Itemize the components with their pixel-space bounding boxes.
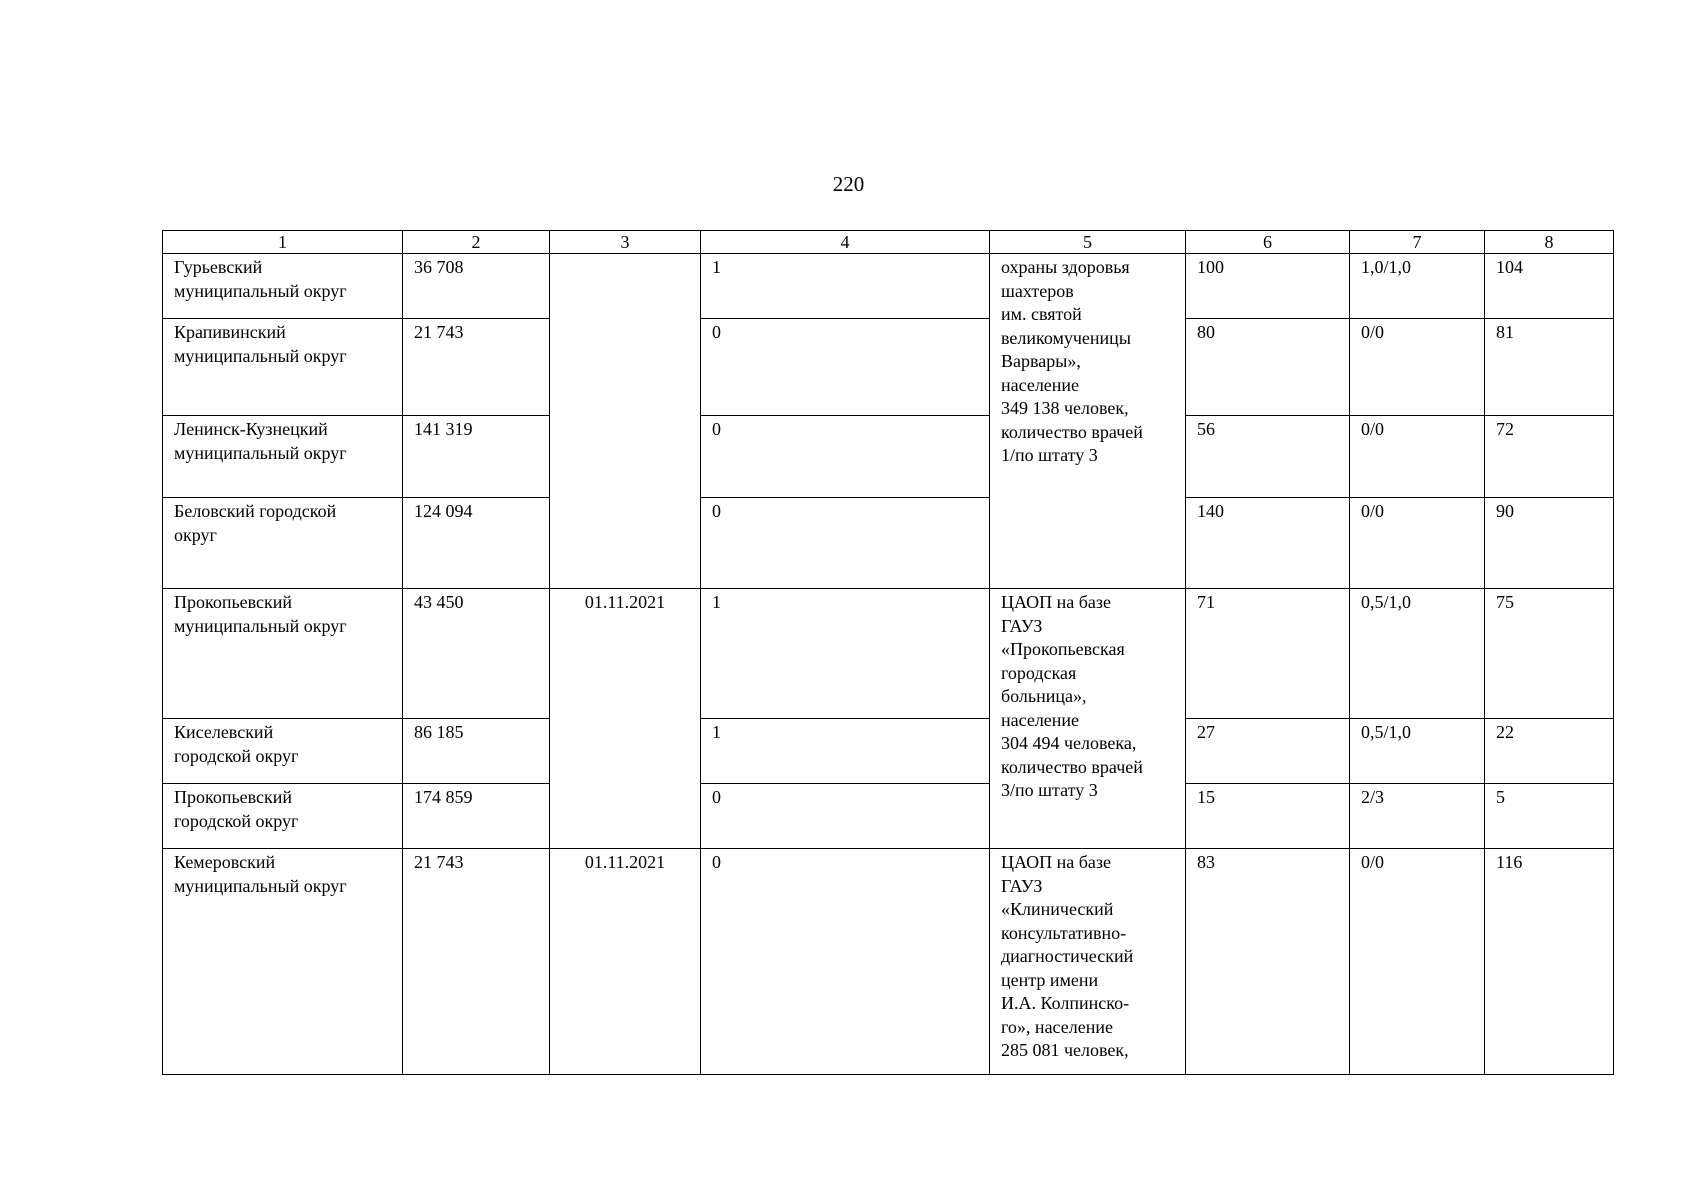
population-cell: 36 708: [403, 254, 550, 319]
col4-cell: 0: [701, 849, 990, 1075]
header-cell: 2: [403, 231, 550, 254]
population-cell: 21 743: [403, 319, 550, 416]
col8-cell: 72: [1485, 416, 1614, 498]
col7-cell: 0/0: [1350, 849, 1485, 1075]
population-cell: 21 743: [403, 849, 550, 1075]
col4-cell: 0: [701, 319, 990, 416]
col6-cell: 15: [1186, 784, 1350, 849]
col4-cell: 1: [701, 589, 990, 719]
col7-cell: 0/0: [1350, 498, 1485, 589]
center-description-cell: охраны здоровья шахтеров им. святой великомученицы Варвары», население 349 138 человек, количество врачей 1/по штату 3: [990, 254, 1186, 589]
col6-cell: 56: [1186, 416, 1350, 498]
district-cell: Кемеровский муниципальный округ: [163, 849, 403, 1075]
col4-cell: 0: [701, 416, 990, 498]
col6-cell: 27: [1186, 719, 1350, 784]
col8-cell: 22: [1485, 719, 1614, 784]
district-cell: Ленинск-Кузнецкий муниципальный округ: [163, 416, 403, 498]
population-cell: 43 450: [403, 589, 550, 719]
col7-cell: 1,0/1,0: [1350, 254, 1485, 319]
col7-cell: 0,5/1,0: [1350, 589, 1485, 719]
table-row: [163, 498, 1614, 589]
table-row: [163, 784, 1614, 849]
district-cell: Киселевский городской округ: [163, 719, 403, 784]
population-cell: 124 094: [403, 498, 550, 589]
table-row: [163, 254, 1614, 319]
district-cell: Крапивинский муниципальный округ: [163, 319, 403, 416]
district-cell: Беловский городской округ: [163, 498, 403, 589]
date-cell: 01.11.2021: [550, 589, 701, 849]
district-cell: Прокопьевский муниципальный округ: [163, 589, 403, 719]
header-cell: 6: [1186, 231, 1350, 254]
col6-cell: 140: [1186, 498, 1350, 589]
col8-cell: 5: [1485, 784, 1614, 849]
district-cell: Гурьевский муниципальный округ: [163, 254, 403, 319]
col4-cell: 0: [701, 784, 990, 849]
header-cell: 4: [701, 231, 990, 254]
page-number: 220: [832, 172, 865, 196]
population-cell: 86 185: [403, 719, 550, 784]
col4-cell: 1: [701, 254, 990, 319]
col8-cell: 104: [1485, 254, 1614, 319]
col6-cell: 71: [1186, 589, 1350, 719]
table-row: [163, 719, 1614, 784]
col8-cell: 81: [1485, 319, 1614, 416]
date-cell: [550, 254, 701, 589]
population-cell: 174 859: [403, 784, 550, 849]
col7-cell: 0/0: [1350, 319, 1485, 416]
table-row: [163, 416, 1614, 498]
col6-cell: 83: [1186, 849, 1350, 1075]
header-cell: 8: [1485, 231, 1614, 254]
col4-cell: 1: [701, 719, 990, 784]
date-cell: 01.11.2021: [550, 849, 701, 1075]
population-cell: 141 319: [403, 416, 550, 498]
table-header-row: [163, 231, 1614, 254]
col7-cell: 2/3: [1350, 784, 1485, 849]
data-table: [162, 230, 1614, 1075]
header-cell: 1: [163, 231, 403, 254]
col8-cell: 116: [1485, 849, 1614, 1075]
col8-cell: 90: [1485, 498, 1614, 589]
table-row: [163, 849, 1614, 1075]
header-cell: 3: [550, 231, 701, 254]
header-cell: 7: [1350, 231, 1485, 254]
center-description-cell: ЦАОП на базе ГАУЗ «Клинический консультативно- диагностический центр имени И.А. Колпинско- го», население 285 081 человек,: [990, 849, 1186, 1075]
col6-cell: 80: [1186, 319, 1350, 416]
table-row: [163, 319, 1614, 416]
header-cell: 5: [990, 231, 1186, 254]
col4-cell: 0: [701, 498, 990, 589]
table-row: [163, 589, 1614, 719]
col8-cell: 75: [1485, 589, 1614, 719]
district-cell: Прокопьевский городской округ: [163, 784, 403, 849]
center-description-cell: ЦАОП на базе ГАУЗ «Прокопьевская городская больница», население 304 494 человека, количество врачей 3/по штату 3: [990, 589, 1186, 849]
col7-cell: 0/0: [1350, 416, 1485, 498]
col7-cell: 0,5/1,0: [1350, 719, 1485, 784]
col6-cell: 100: [1186, 254, 1350, 319]
